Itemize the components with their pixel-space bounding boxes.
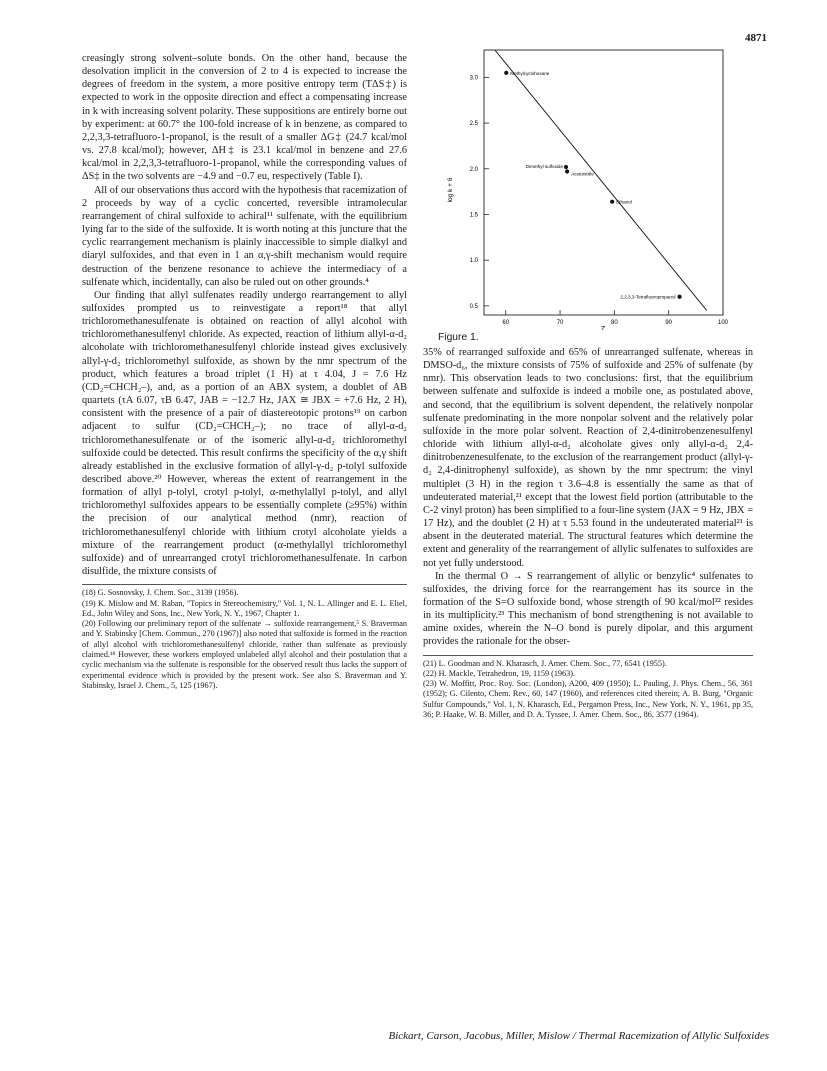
footnote: (18) G. Sosnovsky, J. Chem. Soc., 3139 (1956). <box>82 588 239 598</box>
left-column <box>82 52 407 691</box>
y-tick-label: 2.0 <box>469 166 478 173</box>
point-label: Acetonitrile <box>571 171 594 177</box>
y-tick-label: 3.0 <box>469 75 478 82</box>
data-point <box>610 200 614 204</box>
x-axis-label: Z <box>600 326 606 330</box>
fit-line <box>495 50 707 310</box>
paragraph: 35% of rearranged sulfoxide and 65% of unrearranged sulfenate, whereas in DMSO-d₆, the mixture consists of 75% of sulfoxide and 25% of sulfenate (by nmr). This observation leads to two conclusions: first, that the equilibrium between sulfenate and sulfoxide is indeed a mobile one, as postulated above, and second, that the equilibrium is solvent dependent, the relatively nonpolar sulfenate predominating in the more nonpolar solvent and the relatively polar sulfoxide in the more polar solvent. Reaction of 2,4-dinitrobenzenesulfenyl chloride with lithium allyl-α-d₂ alcoholate gives only allyl-α-d₂ 2,4-dinitrobenzenesulfenate, to the exclusion of the rearrangement product (allyl-γ-d₂ 2,4-dinitrophenyl sulfoxide), as shown by the nmr spectrum: the vinyl multiplet (3 H) in the region τ 3.6–4.8 is essentially the same as that of undeuterated material,²¹ except that the lowest field portion (attributable to the C-2 vinyl proton) has been simplified to a four-line system (JAX = 9 Hz, JBX = 17 Hz), and the doublet (2 H) at τ 5.53 found in the undeuterated material²¹ is absent in the deuterated material. The structural features which determine the extent and generality of the rearrangement of allylic sulfenates to sulfoxides are not yet fully understood. <box>423 347 753 569</box>
data-point <box>677 295 681 299</box>
footnote: (23) W. Moffitt, Proc. Roy. Soc. (London), A200, 409 (1950); L. Pauling, J. Phys. Chem., 56, 361 (1952); G. Cilento, Chem. Rev., 60, 147 (1960), and references cited therein; A. B. Burg, "Organic Sulfur Compounds," Vol. 1, N. Kharasch, Ed., Pergamon Press, Inc., New York, N. Y., 1961, pp 35, 36; P. Haake, W. B. Miller, and D. A. Tyssee, J. Amer. Chem. Soc., 86, 3577 (1964). <box>423 679 753 720</box>
x-tick-label: 100 <box>717 320 729 326</box>
x-tick-label: 90 <box>665 320 673 326</box>
y-axis-label: log k + 6 <box>447 177 454 203</box>
point-label: Methylcyclohexane <box>510 70 550 76</box>
y-tick-label: 1.5 <box>469 212 478 219</box>
footnotes-right <box>423 655 753 721</box>
y-tick-label: 0.5 <box>469 303 478 310</box>
right-column <box>423 346 753 720</box>
figure-1 <box>438 40 738 370</box>
y-tick-label: 2.5 <box>469 121 478 128</box>
paragraph: All of our observations thus accord with the hypothesis that racemization of 2 proceeds by way of a cyclic concerted, reversible intramolecular rearrangement of chiral sulfoxide to achiral¹¹ sulfenate, with the equilibrium lying far to the side of the sulfoxide. It is worth noting at this juncture that the cyclic rearrangement mechanism is plainly inaccessible to simple dialkyl and diaryl sulfoxides, and that even in 1 an α,γ-shift mechanism would require destruction of the benzene resonance to achieve the intermediacy of a sulfenate which, incidentally, can also be ruled out on other grounds.⁴ <box>82 184 407 288</box>
footnote: (20) Following our preliminary report of the sulfenate → sulfoxide rearrangement,⁵ S. Braverman and Y. Stabinsky [Chem. Commun., 270 (1967)] also noted that sulfoxide is formed in the reaction of allyl alcohol with trichloromethanesulfenyl chloride, rather than sulfenate as previously claimed.¹⁸ However, these workers employed unlabeled allyl alcohol and their postulation that a cyclic mechanism via the sulfenate is responsible for the observed result thus lacks the support of experimental evidence which is provided by the present work. See also S. Braverman and Y. Stabinsky, Israel J. Chem., 5, 125 (1967). <box>82 619 407 690</box>
point-label: Dimethyl sulfoxide <box>525 163 564 169</box>
data-point <box>564 165 568 169</box>
point-label: Ethanol <box>616 199 632 205</box>
data-point <box>565 169 569 173</box>
footnote: (19) K. Mislow and M. Raban, "Topics in Stereochemistry," Vol. 1, N. L. Allinger and E. L. Eliel, Ed., John Wiley and Sons, Inc., New York, N. Y., 1967, Chapter 1. <box>82 598 407 618</box>
scatter-chart <box>438 40 738 330</box>
plot-frame <box>484 50 723 315</box>
x-tick-label: 80 <box>611 320 618 326</box>
x-tick-label: 70 <box>556 320 564 326</box>
paragraph: In the thermal O → S rearrangement of allylic or benzylic⁴ sulfenates to sulfoxides, the driving force for the rearrangement has its source in the formation of the S=O sulfoxide bond, whose strength of 90 kcal/mol²² resides in its multiplicity.²³ This mechanism of bond strengthening is not available to amine oxides, wherein the N–O bond is purely dipolar, and this argument provides the rationale for the obser- <box>423 570 753 648</box>
figure-caption: Figure 1. <box>438 332 479 343</box>
page-number: 4871 <box>745 32 767 44</box>
point-label: 2,2,3,3-Tetrafluoropropanol <box>620 294 676 300</box>
paragraph: creasingly strong solvent–solute bonds. On the other hand, because the desolvation implicit in the conversion of 2 to 4 is expected to increase the degrees of freedom in the system, a more positive entropy term (TΔS‡) is expected to work in the opposite direction and effect a compensating increase in k with increasing solvent polarity. These suppositions are entirely borne out by experiment: at 60.7° the 100-fold increase of k in benzene, as compared to 2,2,3,3-tetrafluoro-1-propanol, is the result of a smaller ΔG‡ (24.7 kcal/mol vs. 27.8 kcal/mol); however, ΔH‡ is 23.1 kcal/mol in benzene and 27.6 kcal/mol in 2,2,3,3-tetrafluoro-1-propanol, while the corresponding values of ΔS‡ in the two solvents are −4.9 and −0.7 eu, respectively (Table I). <box>82 53 407 183</box>
paragraph: Our finding that allyl sulfenates readily undergo rearrangement to allyl sulfoxides prompted us to reinvestigate a report¹⁸ that allyl trichloromethanesulfenate is obtained on reaction of allyl alcohol with trichloromethanesulfenyl chloride. As expected, reaction of lithium allyl-α-d₂ alcoholate with trichloromethanesulfenyl chloride instead gives exclusively allyl-γ-d₂ trichloromethyl sulfoxide, as shown by the nmr spectrum of the product, which features a broad triplet (1 H) at τ 4.04, J = 7.6 Hz (CD₂=CHCH₂–), and, as a portion of an ABX system, a doublet of AB quartets (τA 6.07, τB 6.47, JAB = −12.7 Hz, JAX ≅ JBX = +7.6 Hz, 2 H), consistent with the presence of a pair of diastereotopic protons¹⁹ on carbon adjacent to sulfur (CD₂=CHCH₂–); no trace of allyl-α-d₂ trichloromethanesulfenate or of the isomeric allyl-α-d₂ trichloromethyl sulfoxide could be detected. This result confirms the specificity of the α,γ shift already established in the exclusive formation of allyl-γ-d₂ p-tolyl sulfoxide described above.²⁰ However, whereas the extent of rearrangement in the formation of allyl p-tolyl, crotyl p-tolyl, α-methylallyl p-tolyl, and allyl trichloromethyl sulfoxides appears to be essentially complete (≥95%) within the precision of our analytical method (nmr), reaction of trichloromethanesulfenyl chloride with lithium crotyl alcoholate yields a mixture of the rearrangement product (α-methylallyl trichloromethyl sulfoxide) and of unrearranged crotyl trichloromethanesulfenate. In carbon disulfide, the mixture consists of <box>82 289 407 578</box>
data-point <box>504 71 508 75</box>
running-footer: Bickart, Carson, Jacobus, Miller, Mislow / Thermal Racemization of Allylic Sulfoxides <box>388 1030 769 1042</box>
x-tick-label: 60 <box>502 320 510 326</box>
footnote: (22) H. Mackle, Tetrahedron, 19, 1159 (1963). <box>423 668 575 678</box>
footnotes-left <box>82 584 407 691</box>
y-tick-label: 1.0 <box>469 258 478 265</box>
footnote: (21) L. Goodman and N. Kharasch, J. Amer. Chem. Soc., 77, 6541 (1955). <box>423 658 667 668</box>
